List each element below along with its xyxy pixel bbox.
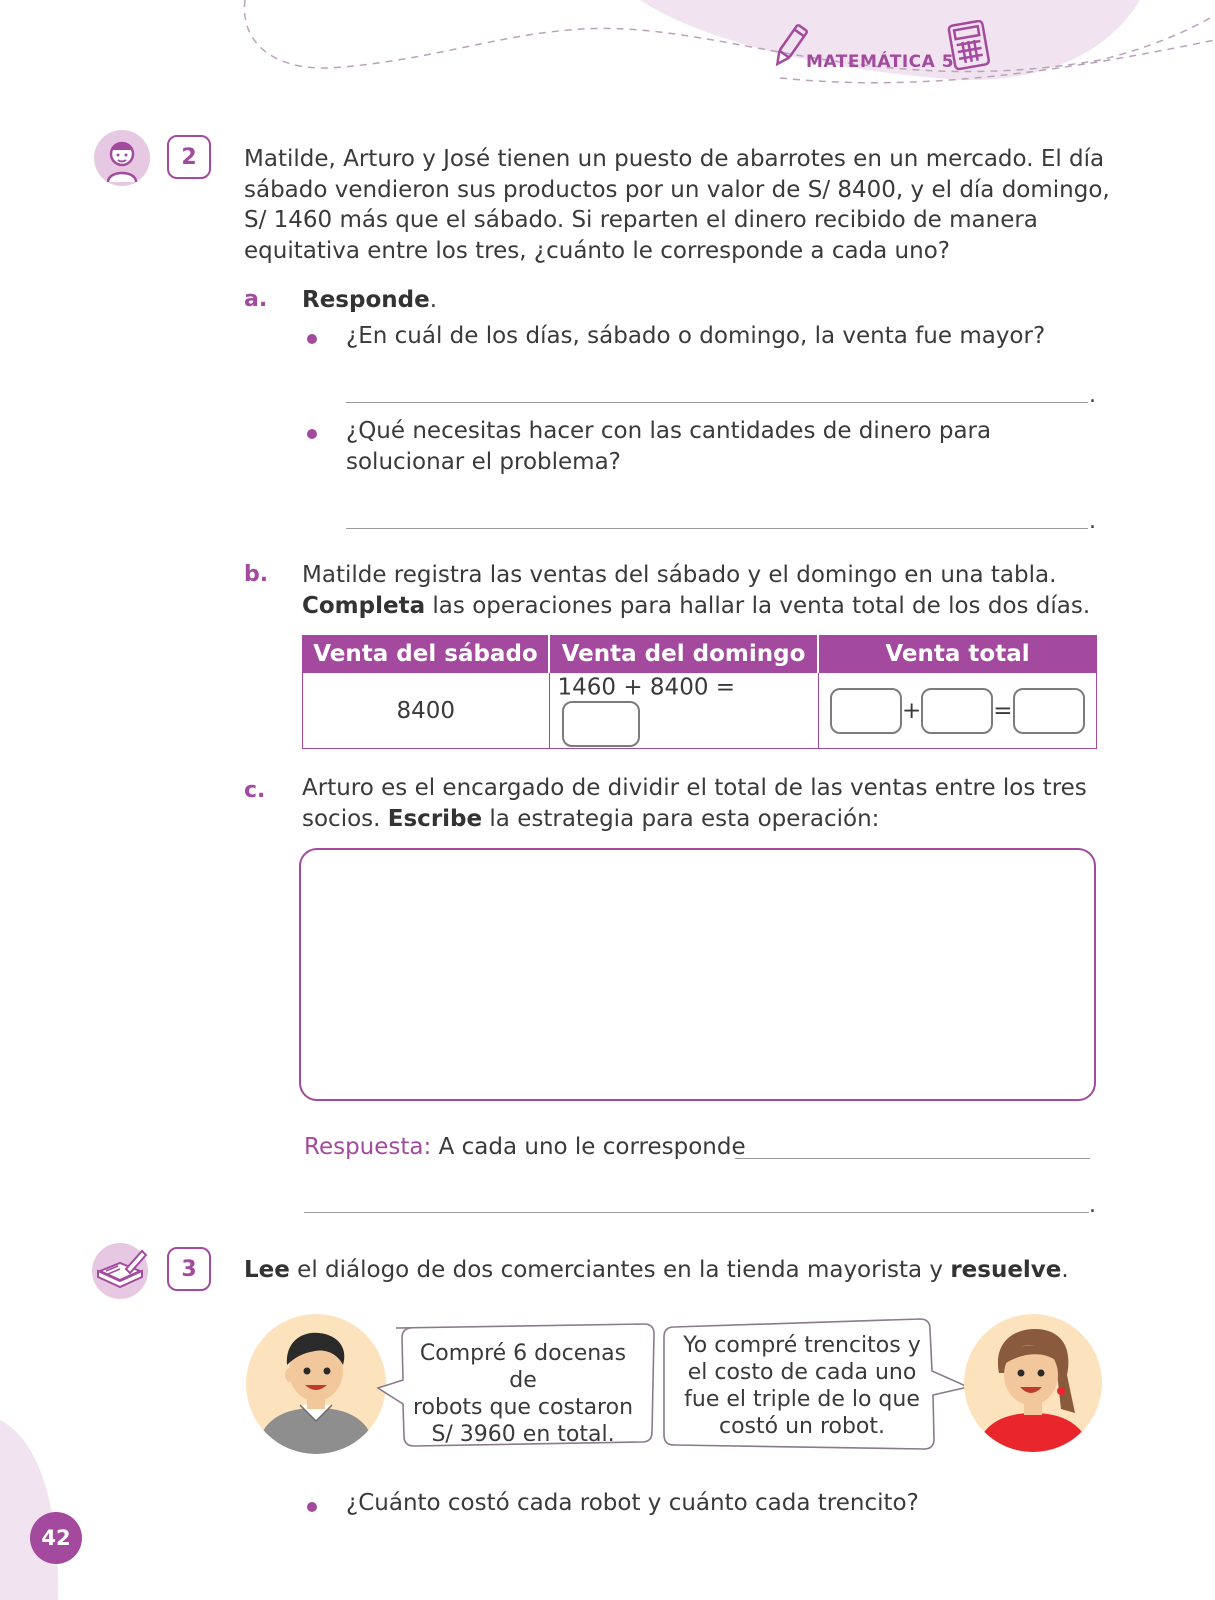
bubble-line: Yo compré trencitos y: [683, 1333, 921, 1358]
bubble-line: S/ 3960 en total.: [431, 1422, 615, 1447]
girl-speech-text: [672, 1332, 932, 1440]
part-b-line: Matilde registra las ventas del sábado y el domingo en una tabla.: [302, 562, 1057, 588]
instruction-bold: resuelve: [950, 1257, 1062, 1283]
bubble-line: Compré 6 docenas de: [419, 1341, 627, 1393]
instruction-end: .: [429, 287, 438, 313]
q2-problem-text: [244, 144, 1110, 266]
saturday-value: 8400: [303, 673, 550, 749]
bullet: [307, 1502, 317, 1512]
answer-line-1[interactable]: [735, 1158, 1090, 1159]
bullet: [307, 429, 317, 439]
bubble-line: robots que costaron: [412, 1395, 634, 1420]
answer-line-a2[interactable]: [346, 528, 1088, 529]
answer-label: Respuesta:: [304, 1134, 432, 1160]
part-c-text: [302, 773, 1087, 834]
bullet: [307, 334, 317, 344]
header-saturday: Venta del sábado: [303, 636, 550, 673]
girl-merchant-illustration: [963, 1313, 1103, 1453]
total-cell: [818, 673, 1097, 749]
problem-line: sábado vendieron sus productos por un valor de S/ 8400, y el día domingo,: [244, 176, 1110, 203]
sales-table: [302, 635, 1097, 749]
part-a-question-2: [346, 416, 991, 477]
q3-instruction: [244, 1255, 1069, 1286]
boy-speech-text: [407, 1340, 639, 1448]
part-a-letter: a.: [244, 287, 268, 312]
end-mark: .: [1089, 1193, 1096, 1218]
question-number-3: 3: [167, 1247, 211, 1291]
reading-book-icon: [92, 1243, 148, 1299]
header-decoration: [0, 0, 1215, 120]
instruction-bold: Completa: [302, 592, 426, 619]
page-number: 42: [30, 1512, 82, 1564]
pencil-icon: [770, 22, 810, 70]
part-b-text: [302, 560, 1090, 621]
table-row: [303, 673, 1097, 749]
instruction-end: .: [1061, 1257, 1069, 1283]
instruction-bold: Responde: [302, 287, 430, 313]
answer-line-2[interactable]: [304, 1212, 1089, 1213]
question-number-2: 2: [167, 135, 211, 179]
strategy-box[interactable]: [299, 848, 1096, 1101]
header-sunday: Venta del domingo: [549, 636, 818, 673]
table-header-row: [303, 636, 1097, 673]
answer-sentence: [304, 1132, 746, 1163]
part-c-line-start: socios.: [302, 805, 388, 832]
page-corner-decoration: [0, 1420, 70, 1600]
question-line: solucionar el problema?: [346, 448, 621, 475]
problem-line: S/ 1460 más que el sábado. Si reparten el dinero recibido de manera: [244, 207, 1038, 233]
header-total: Venta total: [818, 636, 1097, 673]
header-title: MATEMÁTICA 5: [806, 52, 955, 72]
thinking-student-icon: [94, 130, 150, 186]
problem-line: equitativa entre los tres, ¿cuánto le corresponde a cada uno?: [244, 237, 950, 264]
sunday-expression: 1460 + 8400 =: [557, 674, 736, 701]
problem-line: Matilde, Arturo y José tienen un puesto de abarrotes en un mercado. El día: [244, 146, 1105, 172]
part-c-line: Arturo es el encargado de dividir el total de las ventas entre los tres: [302, 775, 1087, 801]
calculator-icon: [946, 20, 992, 72]
bubble-line: fue el triple de lo que: [684, 1387, 920, 1412]
end-mark: .: [1089, 509, 1096, 534]
q3-question: ¿Cuánto costó cada robot y cuánto cada trencito?: [346, 1490, 919, 1516]
question-line: ¿Qué necesitas hacer con las cantidades de dinero para: [346, 418, 992, 444]
sunday-answer-box[interactable]: [562, 701, 640, 747]
instruction-mid: el diálogo de dos comerciantes en la tienda mayorista y: [289, 1257, 951, 1283]
total-addend-2-box[interactable]: [921, 688, 993, 734]
plus-sign: +: [901, 697, 922, 724]
part-b-line: [302, 591, 1090, 622]
answer-line-a1[interactable]: [346, 402, 1088, 403]
answer-text: A cada uno le corresponde: [431, 1134, 746, 1160]
part-b-letter: b.: [244, 562, 269, 587]
equals-sign: =: [993, 697, 1013, 724]
part-b-line-rest: las operaciones para hallar la venta total de los dos días.: [425, 592, 1091, 619]
end-mark: .: [1089, 383, 1096, 408]
boy-merchant-illustration: [245, 1313, 387, 1455]
part-c-letter: c.: [244, 778, 266, 803]
part-a-question-1: ¿En cuál de los días, sábado o domingo, la venta fue mayor?: [346, 323, 1046, 349]
part-c-line-rest: la estrategia para esta operación:: [482, 805, 880, 832]
instruction-bold: Escribe: [387, 805, 483, 832]
instruction-bold: Lee: [244, 1257, 290, 1283]
total-addend-1-box[interactable]: [830, 688, 902, 734]
bubble-line: costó un robot.: [718, 1414, 886, 1439]
part-c-line: [302, 804, 1087, 835]
bubble-line: el costo de cada uno: [687, 1360, 917, 1385]
total-result-box[interactable]: [1013, 688, 1085, 734]
sunday-cell: [549, 673, 818, 749]
part-a-instruction: [302, 285, 437, 316]
